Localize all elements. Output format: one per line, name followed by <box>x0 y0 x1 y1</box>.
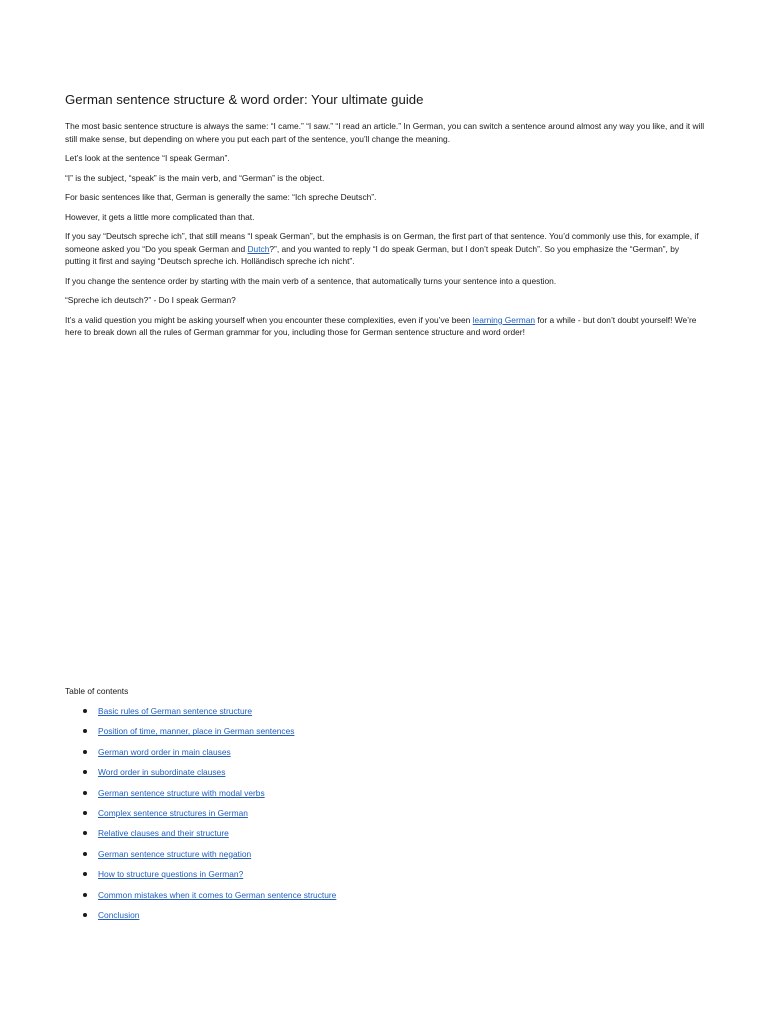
toc-item <box>65 827 705 847</box>
paragraph-closing <box>65 314 705 339</box>
paragraph-subject-verb: “I” is the subject, “speak” is the main verb, and “German” is the object. <box>65 172 325 183</box>
bullet-icon <box>83 893 87 897</box>
dutch-link[interactable]: Dutch <box>247 243 270 254</box>
bullet-icon <box>83 750 87 754</box>
toc-link-questions[interactable]: How to structure questions in German? <box>98 869 244 880</box>
paragraph-example: Let’s look at the sentence “I speak German”. <box>65 153 230 163</box>
table-of-contents <box>65 685 705 929</box>
bullet-icon <box>83 872 87 876</box>
bullet-icon <box>83 729 87 733</box>
toc-item <box>65 889 705 909</box>
toc-item <box>65 807 705 827</box>
paragraph-emphasis-text-1: If you say “Deutsch spreche ich”, that still means “I speak German”, but the emphasis is on German, the first part of that sentence. You’d commonly use this, for example, if someone asked you “Do you speak German and <box>65 231 699 254</box>
toc-item <box>65 787 705 807</box>
bullet-icon <box>83 831 87 835</box>
toc-link-common-mistakes[interactable]: Common mistakes when it comes to German sentence structure <box>98 889 337 900</box>
bullet-icon <box>83 852 87 856</box>
learning-german-link[interactable]: learning German <box>472 314 536 325</box>
toc-list <box>65 705 705 929</box>
paragraph-emphasis <box>65 230 705 268</box>
toc-item <box>65 868 705 888</box>
toc-link-negation[interactable]: German sentence structure with negation <box>98 848 252 859</box>
paragraph-emphasis-text-2: ?”, and you wanted to reply “I do speak German, but I don’t speak Dutch”. So you emphasize the “German”, by putting it first and saying “Deutsch spreche ich. Holländisch spreche ich nicht”. <box>65 243 680 266</box>
paragraph-closing-text-2: for a while - but don’t doubt yourself! We’re here to break down all the rules of German grammar for you, including those for German sentence structure and word order! <box>65 314 697 337</box>
toc-link-complex-structures[interactable]: Complex sentence structures in German <box>98 807 248 818</box>
toc-item <box>65 725 705 745</box>
article-body <box>65 91 705 346</box>
toc-link-conclusion[interactable]: Conclusion <box>98 909 140 920</box>
toc-item <box>65 705 705 725</box>
toc-item <box>65 746 705 766</box>
paragraph-question-order: If you change the sentence order by starting with the main verb of a sentence, that automatically turns your sentence into a question. <box>65 275 557 286</box>
toc-item <box>65 766 705 786</box>
paragraph-intro: The most basic sentence structure is always the same: “I came.” “I saw.” “I read an article.” In German, you can switch a sentence around almost any way you like, and it will still make sense, but depending on where you put each part of the sentence, you’ll change the meaning. <box>65 121 705 144</box>
toc-link-time-manner-place[interactable]: Position of time, manner, place in German sentences <box>98 726 295 737</box>
toc-item <box>65 909 705 929</box>
paragraph-basic-german: For basic sentences like that, German is generally the same: “Ich spreche Deutsch”. <box>65 192 377 202</box>
toc-link-basic-rules[interactable]: Basic rules of German sentence structure <box>98 706 253 716</box>
toc-title: Table of contents <box>65 686 129 696</box>
paragraph-closing-text-1: It’s a valid question you might be asking yourself when you encounter these complexities, even if you’ve been <box>65 314 473 325</box>
toc-link-main-clauses[interactable]: German word order in main clauses <box>98 746 231 757</box>
bullet-icon <box>83 770 87 774</box>
toc-item <box>65 848 705 868</box>
bullet-icon <box>83 811 87 815</box>
paragraph-complicated: However, it gets a little more complicated than that. <box>65 211 255 222</box>
toc-link-modal-verbs[interactable]: German sentence structure with modal verbs <box>98 787 265 798</box>
page-title: German sentence structure & word order: Your ultimate guide <box>65 92 424 107</box>
paragraph-question-example: “Spreche ich deutsch?” - Do I speak German? <box>65 295 236 305</box>
toc-link-relative-clauses[interactable]: Relative clauses and their structure <box>98 828 229 839</box>
bullet-icon <box>83 709 87 713</box>
bullet-icon <box>83 913 87 917</box>
toc-link-subordinate-clauses[interactable]: Word order in subordinate clauses <box>98 767 226 778</box>
bullet-icon <box>83 791 87 795</box>
